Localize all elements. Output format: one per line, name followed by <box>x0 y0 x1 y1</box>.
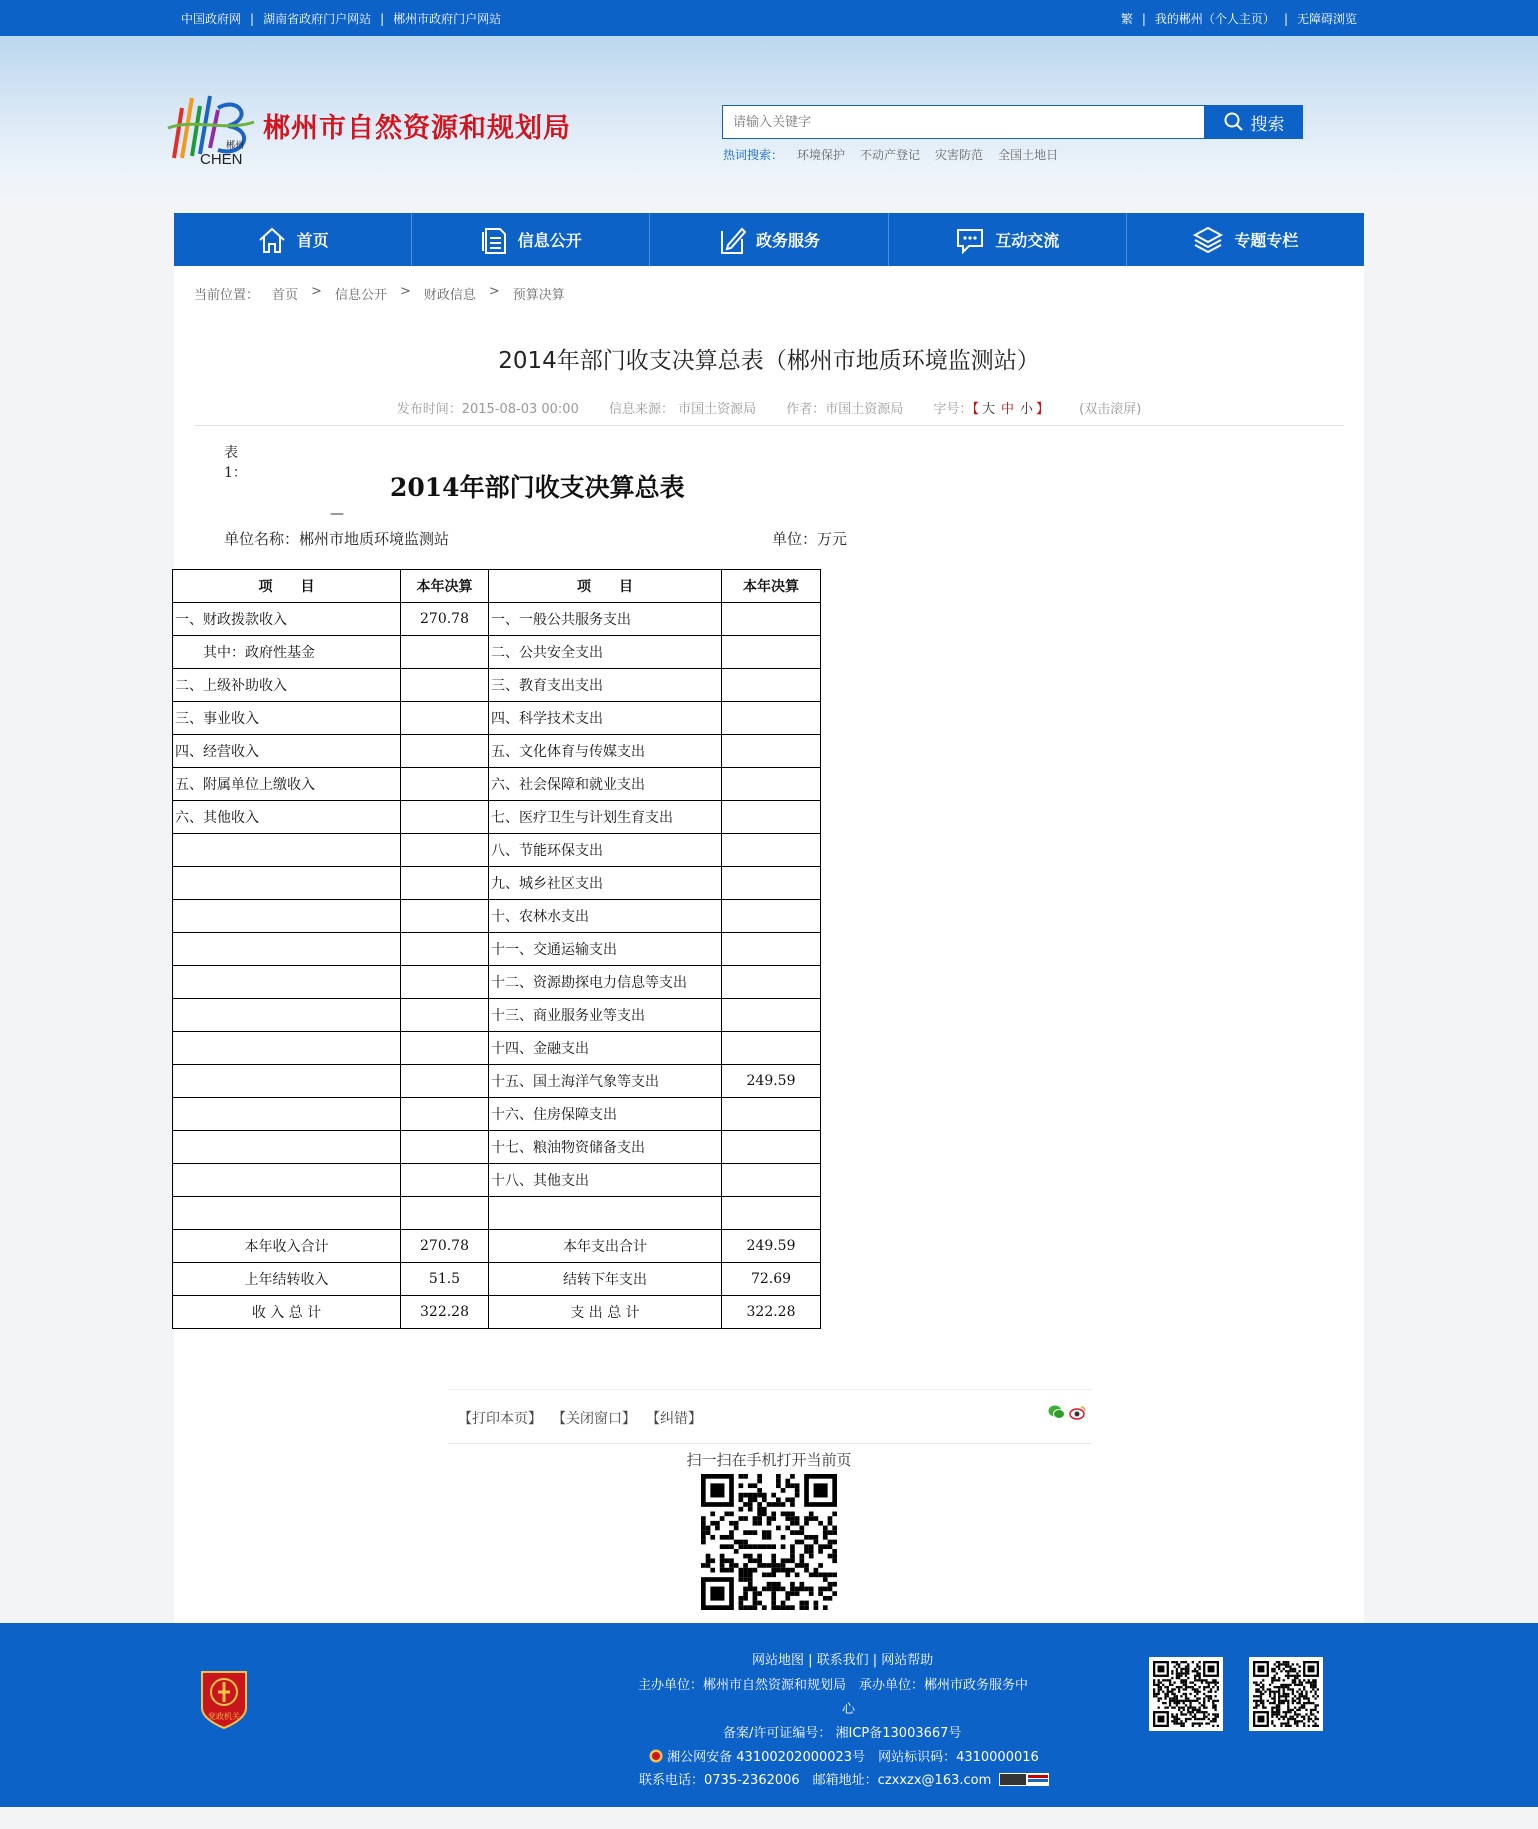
table-number: 表1： <box>224 445 247 481</box>
expense-item-cell: 本年支出合计 <box>489 1230 722 1263</box>
unit-label: 单位：万元 <box>772 530 848 548</box>
income-item-cell <box>173 1131 401 1164</box>
info-source: 信息来源： 市国土资源局 <box>608 402 757 417</box>
footer-qr-2 <box>1249 1657 1323 1731</box>
finance-table <box>172 569 821 1329</box>
link-gov-cn[interactable]: 中国政府网 <box>181 11 242 26</box>
document-icon <box>480 225 508 255</box>
footer-police[interactable] <box>649 1746 1039 1765</box>
footer <box>0 1623 1538 1807</box>
total-row <box>173 1296 821 1329</box>
income-value-cell <box>401 834 489 867</box>
hot-words <box>723 146 1073 163</box>
table-row <box>173 1131 821 1164</box>
close-window-button[interactable]: 【关闭窗口】 <box>552 1411 636 1427</box>
nav-info-public-label: 信息公开 <box>517 231 582 250</box>
breadcrumb-sep: > <box>311 284 322 299</box>
qr-code-icon <box>1153 1661 1219 1727</box>
expense-item-cell: 十五、国土海洋气象等支出 <box>489 1065 722 1098</box>
hot-word[interactable]: 环境保护 <box>797 148 846 162</box>
expense-value-cell <box>722 900 821 933</box>
income-item-cell: 本年收入合计 <box>173 1230 401 1263</box>
divider <box>194 425 1344 426</box>
table-row <box>173 1065 821 1098</box>
total-row <box>173 1230 821 1263</box>
header-income-item: 项 目 <box>173 570 401 603</box>
page-qr-code <box>701 1474 837 1610</box>
link-accessibility[interactable]: 无障碍浏览 <box>1296 11 1357 26</box>
font-size-label: 字号： <box>933 402 973 417</box>
income-item-cell: 上年结转收入 <box>173 1263 401 1296</box>
expense-item-cell: 六、社会保障和就业支出 <box>489 768 722 801</box>
expense-item-cell: 一、一般公共服务支出 <box>489 603 722 636</box>
expense-value-cell <box>722 966 821 999</box>
income-item-cell: 一、财政拨款收入 <box>173 603 401 636</box>
footer-links[interactable]: 网站地图 | 联系我们 | 网站帮助 <box>752 1653 934 1668</box>
nav-info-public[interactable] <box>412 213 650 266</box>
expense-value-cell <box>722 1032 821 1065</box>
income-value-cell <box>401 1098 489 1131</box>
expense-item-cell: 三、教育支出支出 <box>489 669 722 702</box>
link-chenzhou[interactable]: 郴州市政府门户网站 <box>393 11 502 26</box>
article-title: 2014年部门收支决算总表（郴州市地质环境监测站） <box>498 348 1040 374</box>
income-item-cell: 二、上级补助收入 <box>173 669 401 702</box>
income-value-cell <box>401 636 489 669</box>
expense-value-cell <box>722 702 821 735</box>
income-item-cell: 其中：政府性基金 <box>173 636 401 669</box>
income-item-cell: 三、事业收入 <box>173 702 401 735</box>
document-title: 2014年部门收支决算总表 <box>390 473 685 502</box>
footer-host-cont: 心 <box>842 1702 856 1717</box>
total-row <box>173 1263 821 1296</box>
qr-code-icon <box>1253 1661 1319 1727</box>
cnzz-badge-icon[interactable] <box>999 1773 1049 1786</box>
table-row <box>173 900 821 933</box>
income-item-cell <box>173 1197 401 1230</box>
expense-value-cell <box>722 933 821 966</box>
expense-item-cell: 八、节能环保支出 <box>489 834 722 867</box>
expense-item-cell: 结转下年支出 <box>489 1263 722 1296</box>
nav-interaction-label: 互动交流 <box>995 231 1060 250</box>
search-input[interactable] <box>722 105 1205 139</box>
nav-topics-label: 专题专栏 <box>1234 231 1299 250</box>
breadcrumb-label: 当前位置： <box>194 288 260 303</box>
expense-value-cell <box>722 867 821 900</box>
expense-value-cell: 322.28 <box>722 1296 821 1329</box>
footer-contact-text: 联系电话：0735-2362006 邮箱地址：czxxzx@163.com <box>639 1773 992 1788</box>
income-value-cell <box>401 999 489 1032</box>
income-item-cell <box>173 834 401 867</box>
police-badge-icon <box>649 1749 663 1763</box>
expense-value-cell <box>722 1098 821 1131</box>
top-left-links: 中国政府网 | 湖南省政府门户网站 | 郴州市政府门户网站 <box>181 11 502 26</box>
site-title: 郴州市自然资源和规划局 <box>263 113 571 144</box>
income-item-cell <box>173 1098 401 1131</box>
report-error-button[interactable]: 【纠错】 <box>646 1411 702 1427</box>
expense-item-cell: 支 出 总 计 <box>489 1296 722 1329</box>
print-button[interactable]: 【打印本页】 <box>458 1411 542 1427</box>
article-meta <box>174 398 1364 417</box>
site-logo[interactable] <box>166 88 256 166</box>
svg-text:郴州: 郴州 <box>226 141 245 151</box>
footer-icp[interactable]: 备案/许可证编号： 湘ICP备13003667号 <box>723 1726 962 1741</box>
income-value-cell <box>401 702 489 735</box>
content-area <box>174 266 1364 1623</box>
expense-item-cell: 四、科学技术支出 <box>489 702 722 735</box>
table-row <box>173 1164 821 1197</box>
svg-text:党政机关: 党政机关 <box>208 1712 240 1721</box>
chat-icon <box>955 226 985 254</box>
breadcrumb-item[interactable]: 首页 <box>272 288 299 303</box>
income-item-cell <box>173 999 401 1032</box>
expense-item-cell: 十三、商业服务业等支出 <box>489 999 722 1032</box>
search-icon <box>1224 112 1244 132</box>
expense-item-cell: 十七、粮油物资储备支出 <box>489 1131 722 1164</box>
income-value-cell <box>401 1197 489 1230</box>
table-header-row <box>173 570 821 603</box>
income-item-cell: 收 入 总 计 <box>173 1296 401 1329</box>
font-size-large[interactable]: 大 <box>981 402 995 417</box>
expense-value-cell <box>722 1131 821 1164</box>
article-actions <box>448 1389 1092 1444</box>
main-nav <box>174 213 1364 266</box>
table-row <box>173 669 821 702</box>
expense-item-cell: 五、文化体育与传媒支出 <box>489 735 722 768</box>
share-buttons <box>1048 1404 1086 1420</box>
nav-home[interactable] <box>174 213 412 266</box>
svg-text:CHEN: CHEN <box>200 151 243 166</box>
breadcrumb-item[interactable]: 信息公开 <box>334 288 387 303</box>
hot-word[interactable]: 全国土地日 <box>998 148 1059 162</box>
nav-services-label: 政务服务 <box>756 231 821 250</box>
expense-item-cell <box>489 1197 722 1230</box>
publish-time: 发布时间：2015-08-03 00:00 <box>396 402 579 417</box>
income-value-cell <box>401 1131 489 1164</box>
footer-contact <box>639 1769 1049 1788</box>
breadcrumb <box>194 284 578 303</box>
expense-value-cell <box>722 801 821 834</box>
footer-host: 主办单位：郴州市自然资源和规划局 承办单位：郴州市政务服务中 <box>638 1678 1029 1693</box>
income-value-cell <box>401 966 489 999</box>
font-size-small[interactable]: 小 <box>1019 402 1033 417</box>
income-value-cell <box>401 1164 489 1197</box>
income-item-cell: 四、经营收入 <box>173 735 401 768</box>
table-row <box>173 768 821 801</box>
header-expense-value: 本年决算 <box>722 570 821 603</box>
income-value-cell <box>401 669 489 702</box>
table-row <box>173 867 821 900</box>
expense-item-cell: 十四、金融支出 <box>489 1032 722 1065</box>
breadcrumb-sep: > <box>488 284 500 299</box>
hot-word[interactable]: 不动产登记 <box>860 148 921 162</box>
expense-item-cell: 十、农林水支出 <box>489 900 722 933</box>
nav-home-label: 首页 <box>296 231 329 250</box>
scan-hint: 扫一扫在手机打开当前页 <box>686 1451 852 1469</box>
table-row <box>173 999 821 1032</box>
expense-item-cell: 十一、交通运输支出 <box>489 933 722 966</box>
income-item-cell <box>173 966 401 999</box>
table-row <box>173 636 821 669</box>
expense-item-cell: 十二、资源勘探电力信息等支出 <box>489 966 722 999</box>
expense-value-cell <box>722 999 821 1032</box>
income-value-cell <box>401 768 489 801</box>
edit-icon <box>718 225 746 255</box>
footer-police-text: 湘公网安备 43100202000023号 网站标识码：4310000016 <box>667 1750 1039 1765</box>
income-item-cell <box>173 867 401 900</box>
double-click-scroll[interactable]: (双击滚屏) <box>1079 402 1142 417</box>
income-value-cell <box>401 933 489 966</box>
table-row <box>173 1098 821 1131</box>
breadcrumb-item[interactable]: 财政信息 <box>423 288 476 303</box>
income-value-cell: 322.28 <box>401 1296 489 1329</box>
income-value-cell <box>401 1065 489 1098</box>
income-item-cell <box>173 1065 401 1098</box>
link-hunan[interactable]: 湖南省政府门户网站 <box>263 11 372 26</box>
table-row <box>173 603 821 636</box>
income-value-cell: 270.78 <box>401 603 489 636</box>
expense-item-cell: 九、城乡社区支出 <box>489 867 722 900</box>
income-value-cell: 51.5 <box>401 1263 489 1296</box>
header-income-value: 本年决算 <box>401 570 489 603</box>
income-value-cell <box>401 900 489 933</box>
expense-item-cell: 十六、住房保障支出 <box>489 1098 722 1131</box>
font-size-control: 字号：【 大 中 小 】 <box>933 402 1050 417</box>
hot-word[interactable]: 灾害防范 <box>935 148 984 162</box>
footer-qr-1 <box>1149 1657 1223 1731</box>
header-expense-item: 项 目 <box>489 570 722 603</box>
expense-value-cell <box>722 1197 821 1230</box>
expense-item-cell: 二、公共安全支出 <box>489 636 722 669</box>
expense-value-cell <box>722 768 821 801</box>
expense-value-cell: 249.59 <box>722 1065 821 1098</box>
income-item-cell <box>173 900 401 933</box>
income-value-cell <box>401 801 489 834</box>
font-size-medium[interactable]: 中 <box>1000 402 1014 417</box>
income-item-cell <box>173 1032 401 1065</box>
table-row <box>173 933 821 966</box>
table-row <box>173 801 821 834</box>
unit-name: 单位名称：郴州市地质环境监测站 <box>224 530 450 548</box>
expense-value-cell <box>722 834 821 867</box>
home-icon <box>257 226 287 254</box>
income-value-cell: 270.78 <box>401 1230 489 1263</box>
hot-words-label: 热词搜索： <box>723 148 784 162</box>
table-row <box>173 1197 821 1230</box>
nav-interaction[interactable] <box>889 213 1127 266</box>
expense-item-cell: 十八、其他支出 <box>489 1164 722 1197</box>
link-traditional[interactable]: 繁 <box>1120 11 1133 26</box>
search-button-label: 搜索 <box>1250 114 1285 135</box>
table-row <box>173 1032 821 1065</box>
income-item-cell <box>173 933 401 966</box>
top-right-links: 繁 | 我的郴州（个人主页） | 无障碍浏览 <box>1120 11 1357 26</box>
table-row <box>173 966 821 999</box>
income-value-cell <box>401 735 489 768</box>
expense-value-cell <box>722 1164 821 1197</box>
table-row <box>173 702 821 735</box>
income-value-cell <box>401 867 489 900</box>
expense-value-cell <box>722 636 821 669</box>
breadcrumb-sep: > <box>399 284 411 299</box>
breadcrumb-item[interactable]: 预算决算 <box>512 288 565 303</box>
nav-services[interactable] <box>650 213 888 266</box>
dash-mark: — <box>330 506 344 522</box>
weibo-icon[interactable] <box>1069 1404 1086 1420</box>
nav-topics[interactable] <box>1127 213 1364 266</box>
expense-value-cell: 249.59 <box>722 1230 821 1263</box>
top-bar <box>0 0 1538 36</box>
income-item-cell: 六、其他收入 <box>173 801 401 834</box>
expense-value-cell <box>722 669 821 702</box>
author: 作者：市国土资源局 <box>786 402 904 417</box>
expense-value-cell <box>722 603 821 636</box>
expense-item-cell: 七、医疗卫生与计划生育支出 <box>489 801 722 834</box>
expense-value-cell: 72.69 <box>722 1263 821 1296</box>
income-item-cell <box>173 1164 401 1197</box>
income-value-cell <box>401 1032 489 1065</box>
expense-value-cell <box>722 735 821 768</box>
table-row <box>173 735 821 768</box>
table-row <box>173 834 821 867</box>
search-button[interactable] <box>1205 105 1303 139</box>
income-item-cell: 五、附属单位上缴收入 <box>173 768 401 801</box>
party-gov-emblem[interactable] <box>198 1668 250 1730</box>
wechat-icon[interactable] <box>1048 1404 1065 1420</box>
link-my-chenzhou[interactable]: 我的郴州（个人主页） <box>1154 11 1275 26</box>
layers-icon <box>1192 225 1224 255</box>
